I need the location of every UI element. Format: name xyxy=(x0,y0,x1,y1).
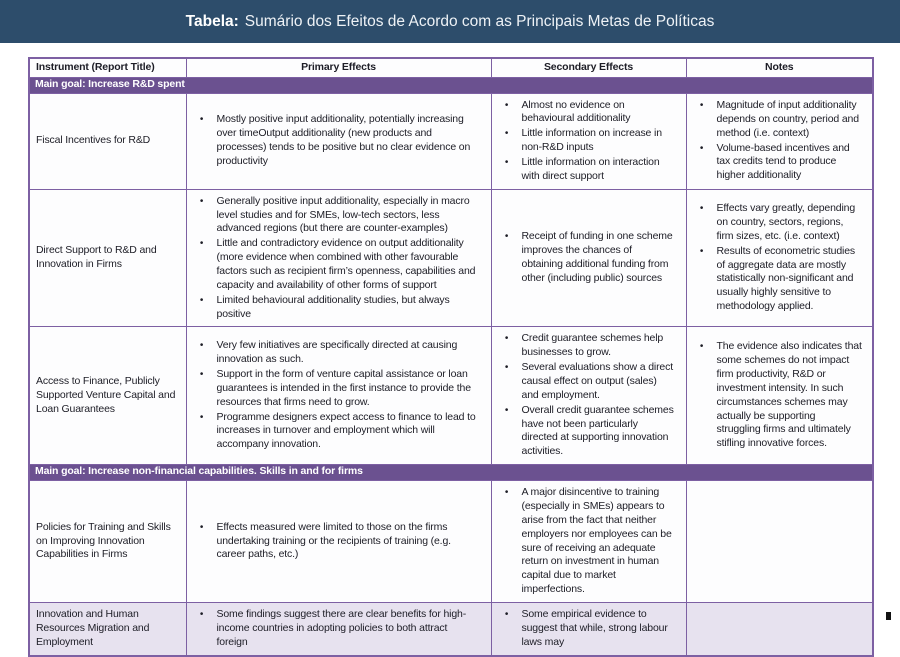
table-row-access-to-finance-publicly-sup xyxy=(29,327,873,465)
section-header-label: Main goal: Increase non-financial capabilities. Skills in and for firms xyxy=(29,465,873,481)
bullet-item xyxy=(492,608,684,650)
primary-effects-cell xyxy=(186,481,491,603)
bullet-icon: • xyxy=(504,156,509,168)
column-header-notes: Notes xyxy=(686,58,873,77)
instrument-cell: Innovation and Human Resources Migration and Employment xyxy=(29,603,186,656)
notes-effects-cell xyxy=(686,189,873,327)
bullet-icon: • xyxy=(504,362,509,374)
bullet-text: Some findings suggest there are clear benefits for high-income countries in adopting policies to both attract foreign xyxy=(216,608,467,648)
bullet-text: Programme designers expect access to finance to lead to increases in turnover and employment which will accompany innovation. xyxy=(216,410,476,451)
bullet-item xyxy=(687,245,871,314)
bullet-text: Effects vary greatly, depending on country, sectors, regions, firm sizes, etc. (i.e. context) xyxy=(716,202,856,242)
table-title-prefix: Tabela: xyxy=(185,12,239,30)
notes-effects-cell xyxy=(686,603,873,656)
bullet-text: Almost no evidence on behavioural additionality xyxy=(521,98,631,125)
bullet-item xyxy=(187,608,489,650)
column-header-primary-effects: Primary Effects xyxy=(186,58,491,77)
column-header-secondary-effects: Secondary Effects xyxy=(491,58,686,77)
bullet-item xyxy=(492,486,684,597)
bullet-item xyxy=(187,411,489,453)
table-row-policies-for-training-and-skil xyxy=(29,481,873,603)
bullet-text: Limited behavioural additionality studies, but always positive xyxy=(216,293,450,320)
bullet-text: Some empirical evidence to suggest that while, strong labour laws may xyxy=(521,608,668,648)
notes-effects-cell xyxy=(686,327,873,465)
secondary-effects-cell xyxy=(491,93,686,189)
bullet-text: Credit guarantee schemes help businesses to grow. xyxy=(521,332,664,359)
bullet-icon: • xyxy=(199,195,204,207)
bullet-text: Results of econometric studies of aggregate data are mostly statistically non-significant and usually highly sensitive to methodology applied. xyxy=(716,244,855,313)
bullet-item xyxy=(687,340,871,451)
bullet-item xyxy=(492,127,684,155)
bullet-icon: • xyxy=(199,609,204,620)
bullet-icon: • xyxy=(504,231,509,243)
bullet-icon: • xyxy=(199,411,204,423)
instrument-cell: Fiscal Incentives for R&D xyxy=(29,93,186,189)
table-row-innovation-and-human-resources xyxy=(29,603,873,656)
title-banner xyxy=(0,0,900,43)
instrument-cell: Policies for Training and Skills on Improving Innovation Capabilities in Firms xyxy=(29,481,186,603)
bullet-text: Very few initiatives are specifically directed at causing innovation as such. xyxy=(216,339,458,366)
bullet-item xyxy=(187,294,489,322)
primary-effects-cell xyxy=(186,603,491,656)
secondary-effects-cell xyxy=(491,189,686,327)
instrument-cell: Direct Support to R&D and Innovation in Firms xyxy=(29,189,186,327)
text-cursor-mark xyxy=(886,612,891,620)
bullet-icon: • xyxy=(699,142,704,154)
section-header-row-1 xyxy=(29,77,873,93)
primary-effects-cell xyxy=(186,93,491,189)
bullet-text: A major disincentive to training (especially in SMEs) appears to arise from the fact that neither employers nor employees can be sure of receiving an adequate return on investment in human capital due to market imperfections. xyxy=(521,486,672,596)
bullet-icon: • xyxy=(504,128,509,140)
bullet-icon: • xyxy=(699,245,704,257)
secondary-effects-cell xyxy=(491,481,686,603)
bullet-item xyxy=(187,368,489,410)
primary-effects-cell xyxy=(186,327,491,465)
section-header-row-2 xyxy=(29,465,873,481)
bullet-item xyxy=(187,195,489,237)
table-row-direct-support-to-r-d-and-inno xyxy=(29,189,873,327)
bullet-icon: • xyxy=(504,99,509,111)
bullet-icon: • xyxy=(504,487,509,499)
bullet-icon: • xyxy=(504,609,509,620)
bullet-item xyxy=(187,237,489,292)
bullet-icon: • xyxy=(199,340,204,352)
bullet-icon: • xyxy=(699,100,704,111)
bullet-item xyxy=(687,99,871,141)
bullet-icon: • xyxy=(199,369,204,381)
bullet-text: Little information on interaction with direct support xyxy=(521,155,660,182)
bullet-text: Effects measured were limited to those on the firms undertaking training or the recipients of training (e.g. career paths, etc.) xyxy=(216,520,451,561)
notes-effects-cell xyxy=(686,481,873,603)
bullet-item xyxy=(492,156,684,184)
bullet-text: Magnitude of input additionality depends on country, period and method (i.e. context) xyxy=(716,99,859,139)
notes-effects-cell xyxy=(686,93,873,189)
bullet-item xyxy=(492,230,684,285)
table-title: Sumário dos Efeitos de Acordo com as Principais Metas de Políticas xyxy=(244,12,715,30)
bullet-item xyxy=(492,332,684,360)
bullet-text: Generally positive input additionality, especially in macro level studies and for SMEs, low-tech sectors, less advanced regions (but there are counter-examples) xyxy=(216,194,470,235)
bullet-icon: • xyxy=(199,114,204,126)
effects-summary-table xyxy=(28,57,874,657)
bullet-item xyxy=(687,142,871,184)
table-row-fiscal-incentives-for-r-d xyxy=(29,93,873,189)
bullet-text: Support in the form of venture capital assistance or loan guarantees is intended in the first instance to provide the resources that firms need to grow. xyxy=(216,368,471,408)
bullet-text: The evidence also indicates that some schemes do not impact firm productivity, R&D or investment intensity. In such circumstances schemes may actually be supporting struggling firms and ultimately stifling innovative forces. xyxy=(716,340,862,450)
secondary-effects-cell xyxy=(491,327,686,465)
bullet-text: Receipt of funding in one scheme improves the chances of obtaining additional funding from other (including public) sources xyxy=(521,230,673,284)
bullet-item xyxy=(187,113,489,168)
bullet-icon: • xyxy=(699,341,704,353)
bullet-text: Mostly positive input additionality, potentially increasing over timeOutput additionality (new products and processes) tends to be positive but no clear evidence on productivity xyxy=(216,113,471,167)
bullet-text: Little and contradictory evidence on output additionality (more evidence when combined with other favourable factors such as recipient firm’s openness, capabilities and capacity and availability of other forms of support xyxy=(216,237,476,291)
secondary-effects-cell xyxy=(491,603,686,656)
bullet-icon: • xyxy=(699,203,704,215)
bullet-item xyxy=(492,361,684,403)
bullet-icon: • xyxy=(504,404,509,416)
bullet-item xyxy=(492,99,684,127)
bullet-item xyxy=(687,202,871,244)
bullet-item xyxy=(492,404,684,459)
bullet-icon: • xyxy=(199,521,204,533)
section-header-label: Main goal: Increase R&D spent xyxy=(29,77,873,93)
bullet-item xyxy=(187,339,489,367)
column-header-instrument-report-title: Instrument (Report Title) xyxy=(29,58,186,77)
bullet-text: Several evaluations show a direct causal effect on output (sales) and employment. xyxy=(521,361,673,401)
bullet-item xyxy=(187,521,489,563)
instrument-cell: Access to Finance, Publicly Supported Venture Capital and Loan Guarantees xyxy=(29,327,186,465)
bullet-icon: • xyxy=(199,294,204,306)
bullet-icon: • xyxy=(199,238,204,250)
bullet-text: Little information on increase in non-R&D inputs xyxy=(521,127,662,154)
bullet-text: Overall credit guarantee schemes have not been particularly directed at supporting innovation activities. xyxy=(521,403,674,458)
bullet-text: Volume-based incentives and tax credits tend to produce higher additionality xyxy=(716,141,850,182)
primary-effects-cell xyxy=(186,189,491,327)
column-header-row xyxy=(29,58,873,77)
bullet-icon: • xyxy=(504,333,509,345)
